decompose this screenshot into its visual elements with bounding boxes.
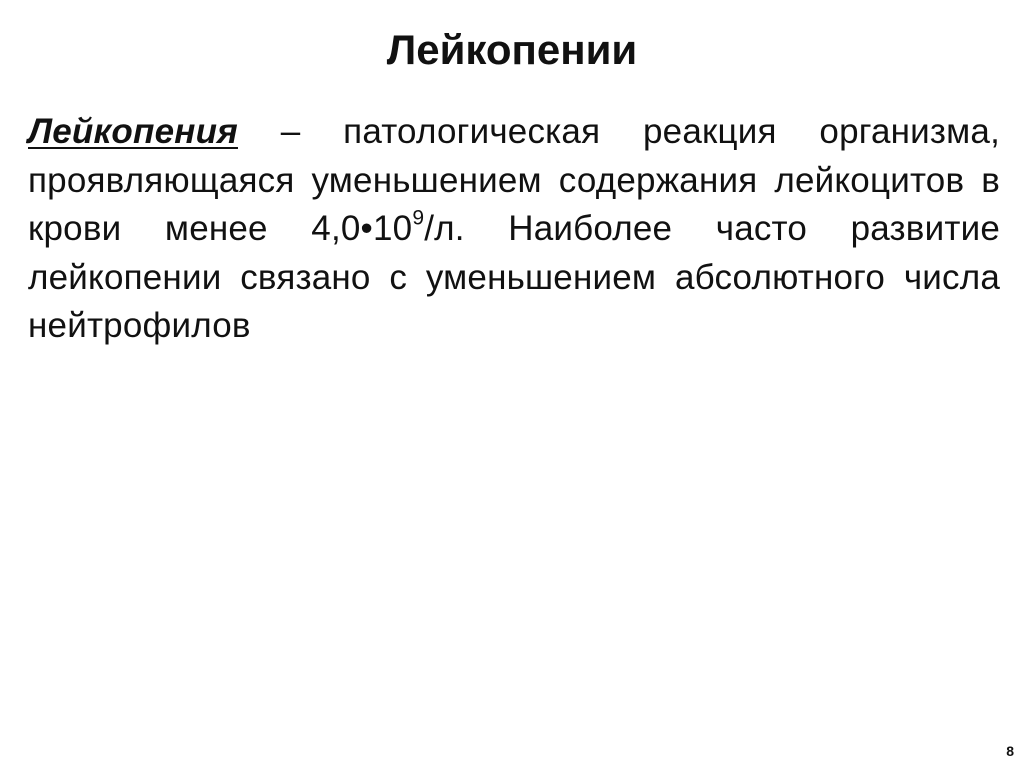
defined-term: Лейкопения (28, 112, 238, 151)
definition-text-part-1: – патологическая реакция организма, проявляющаяся уменьшением содержания лейкоцитов в крови менее 4,0•10 (28, 112, 1000, 248)
definition-text-part-2: /л. Наиболее часто развитие лейкопении связано с уменьшением абсолютного числа нейтрофилов (28, 209, 1000, 345)
exponent: 9 (412, 206, 425, 230)
slide-title: Лейкопении (386, 26, 638, 73)
page-number: 8 (1006, 743, 1014, 759)
definition-paragraph (28, 108, 1000, 351)
